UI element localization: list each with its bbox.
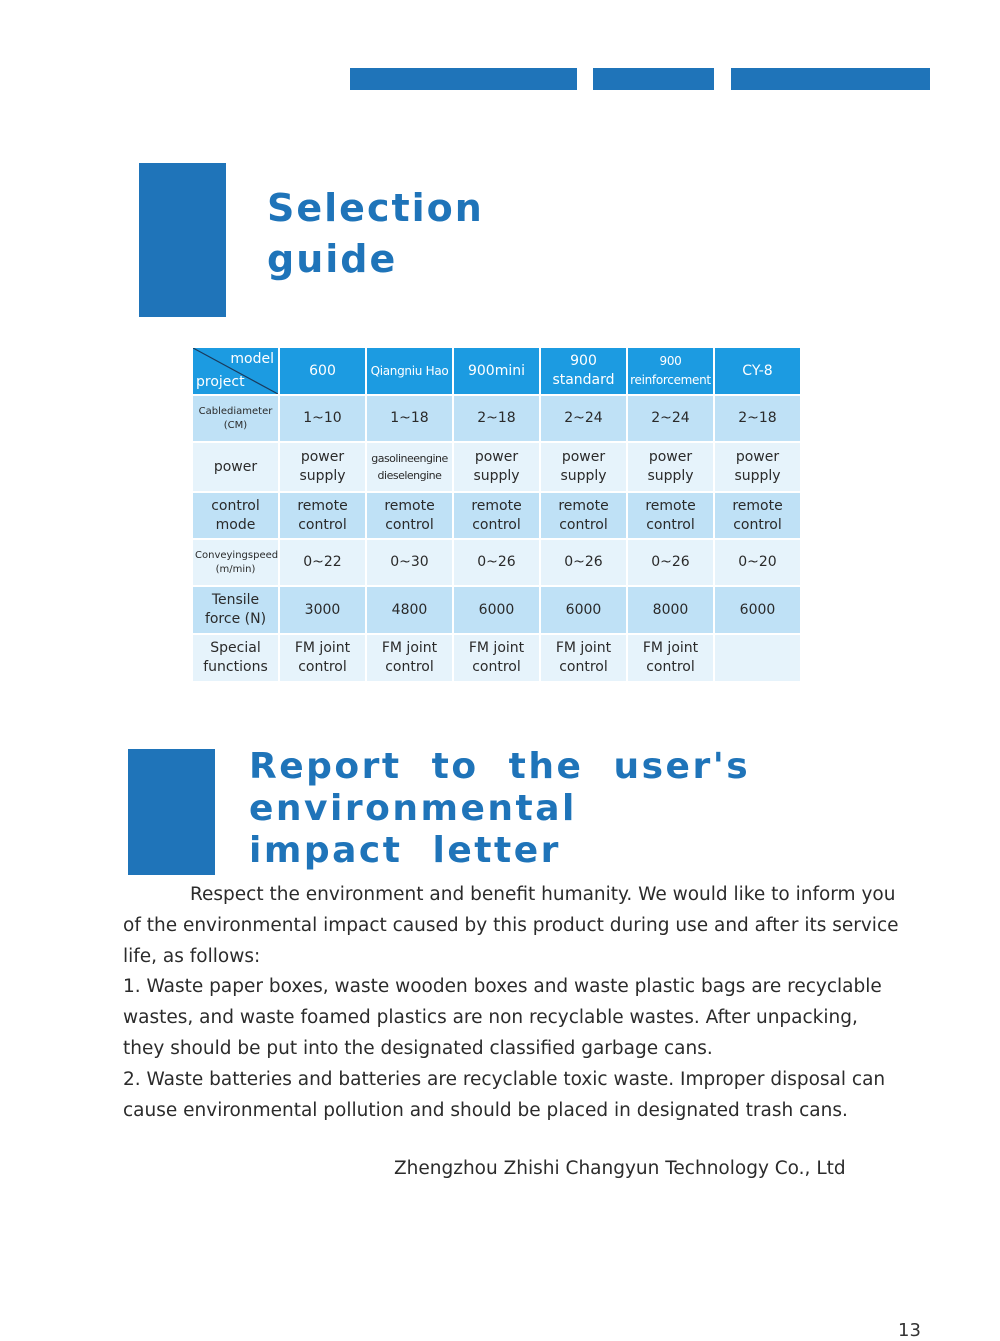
cell-text: gasolineengine bbox=[371, 452, 448, 465]
report-title bbox=[249, 746, 750, 872]
cell-text: power bbox=[561, 449, 606, 465]
row-header-line2: functions bbox=[203, 659, 268, 675]
cell-text: 2~24 bbox=[651, 410, 690, 426]
table-cell bbox=[541, 396, 626, 441]
cell-text: control bbox=[298, 659, 347, 675]
column-header-line1: 600 bbox=[309, 362, 336, 379]
table-cell bbox=[541, 493, 626, 538]
row-header bbox=[193, 587, 278, 633]
cell-text: 0~26 bbox=[477, 554, 516, 570]
column-header bbox=[454, 348, 539, 394]
row-header bbox=[193, 443, 278, 491]
letter-item-2: 2. Waste batteries and batteries are recyclable toxic waste. Improper disposal can cause environmental pollution and should be placed in designated trash cans. bbox=[123, 1068, 886, 1121]
cell-text: 6000 bbox=[739, 601, 776, 618]
row-header bbox=[193, 540, 278, 585]
table-cell bbox=[367, 635, 452, 681]
cell-text: 1~18 bbox=[390, 410, 429, 426]
cell-text: 3000 bbox=[304, 601, 341, 618]
cell-text: FM joint bbox=[468, 640, 525, 656]
report-title-line2: environmental bbox=[249, 788, 577, 829]
row-header-line1: control bbox=[211, 497, 260, 514]
cell-text: 2~18 bbox=[477, 410, 516, 426]
selection-guide-block bbox=[139, 163, 226, 317]
column-header-line2: standard bbox=[552, 372, 615, 388]
table-cell bbox=[454, 635, 539, 681]
cell-text: power bbox=[735, 449, 780, 465]
table-cell bbox=[280, 540, 365, 585]
cell-text: 2~18 bbox=[738, 410, 777, 426]
selection-guide-title-line2: guide bbox=[267, 237, 398, 281]
cell-text: FM joint bbox=[642, 640, 699, 656]
cell-text: 2~24 bbox=[564, 410, 603, 426]
table-cell bbox=[454, 396, 539, 441]
column-header-line1: 900mini bbox=[467, 362, 525, 379]
row-header-line2: force (N) bbox=[204, 611, 267, 627]
column-header bbox=[628, 348, 713, 394]
letter-intro: Respect the environment and benefit humanity. We would like to inform you of the environmental impact caused by this product during use and after its service life, as follows: bbox=[123, 884, 899, 967]
cell-text: control bbox=[385, 516, 434, 533]
cell-text: control bbox=[298, 516, 347, 533]
table-cell-empty bbox=[715, 635, 800, 681]
cell-text: control bbox=[559, 659, 608, 675]
company-signature: Zhengzhou Zhishi Changyun Technology Co., Ltd bbox=[394, 1158, 846, 1179]
table-row bbox=[193, 587, 800, 633]
table-cell bbox=[715, 540, 800, 585]
table-cell bbox=[715, 587, 800, 633]
row-header-line1: Cablediameter bbox=[198, 405, 273, 417]
table-cell bbox=[280, 443, 365, 491]
cell-text: remote bbox=[297, 497, 348, 514]
cell-text: supply bbox=[299, 468, 346, 484]
cell-text: 0~26 bbox=[651, 554, 690, 570]
cell-text: 1~10 bbox=[303, 410, 342, 426]
cell-text: remote bbox=[558, 497, 609, 514]
cell-text: 0~30 bbox=[390, 554, 429, 570]
table-cell bbox=[280, 493, 365, 538]
column-header-line1: 900 bbox=[570, 353, 597, 369]
table-cell bbox=[541, 587, 626, 633]
row-header-line2: (CM) bbox=[223, 419, 248, 431]
row-header-line1: power bbox=[213, 458, 258, 475]
column-header-line2: reinforcement bbox=[630, 373, 711, 387]
selection-guide-title bbox=[267, 183, 484, 285]
column-header-line1: 900 bbox=[659, 354, 682, 368]
cell-text: 6000 bbox=[565, 601, 602, 618]
cell-text: 4800 bbox=[391, 601, 428, 618]
cell-text: 0~22 bbox=[303, 554, 342, 570]
row-header-line2: (m/min) bbox=[215, 563, 256, 575]
cell-text: supply bbox=[734, 468, 781, 484]
cell-text: control bbox=[472, 659, 521, 675]
table-row bbox=[193, 443, 800, 491]
cell-text: supply bbox=[647, 468, 694, 484]
row-header-line1: Tensile bbox=[211, 592, 260, 608]
corner-project-label: project bbox=[196, 374, 245, 390]
row-header-line1: Conveyingspeed bbox=[195, 549, 278, 561]
cell-text: 0~20 bbox=[738, 554, 777, 570]
table-cell bbox=[367, 396, 452, 441]
cell-text: FM joint bbox=[294, 640, 351, 656]
table-cell bbox=[454, 443, 539, 491]
table-header-row bbox=[193, 348, 800, 394]
row-header-line1: Special bbox=[210, 640, 261, 656]
table-row bbox=[193, 635, 800, 681]
cell-text: remote bbox=[384, 497, 435, 514]
table-cell bbox=[367, 540, 452, 585]
table-cell bbox=[367, 443, 452, 491]
table-cell bbox=[628, 396, 713, 441]
column-header bbox=[280, 348, 365, 394]
cell-text: control bbox=[646, 659, 695, 675]
table-cell bbox=[454, 587, 539, 633]
column-header-line1: CY-8 bbox=[742, 362, 773, 379]
top-bar-1 bbox=[350, 68, 577, 90]
table-row bbox=[193, 493, 800, 538]
column-header-line1: Qiangniu Hao bbox=[370, 363, 449, 378]
table-cell bbox=[367, 587, 452, 633]
cell-text: control bbox=[646, 516, 695, 533]
table-cell bbox=[280, 635, 365, 681]
report-block bbox=[128, 749, 215, 875]
cell-text: control bbox=[385, 659, 434, 675]
table-cell bbox=[541, 540, 626, 585]
table-cell bbox=[628, 540, 713, 585]
table-cell bbox=[454, 493, 539, 538]
table-cell bbox=[628, 587, 713, 633]
corner-model-label: model bbox=[230, 351, 274, 367]
cell-text: remote bbox=[471, 497, 522, 514]
column-header bbox=[541, 348, 626, 394]
selection-table bbox=[191, 346, 802, 683]
table-cell bbox=[628, 493, 713, 538]
table-cell bbox=[715, 493, 800, 538]
cell-text: 8000 bbox=[652, 601, 689, 618]
cell-text: power bbox=[648, 449, 693, 465]
table-row bbox=[193, 396, 800, 441]
table-row bbox=[193, 540, 800, 585]
column-header bbox=[367, 348, 452, 394]
row-header bbox=[193, 396, 278, 441]
cell-text: control bbox=[472, 516, 521, 533]
table-cell bbox=[280, 587, 365, 633]
table-corner-cell bbox=[193, 348, 278, 394]
letter-item-1: 1. Waste paper boxes, waste wooden boxes and waste plastic bags are recyclable wastes, and waste foamed plastics are non recyclable wastes. After unpacking, they should be put into the designated classified garbage cans. bbox=[123, 976, 882, 1059]
table-cell bbox=[541, 443, 626, 491]
row-header bbox=[193, 493, 278, 538]
table-cell bbox=[541, 635, 626, 681]
row-header bbox=[193, 635, 278, 681]
cell-text: remote bbox=[732, 497, 783, 514]
top-bar-2 bbox=[593, 68, 714, 90]
report-title-line1: Report to the user's bbox=[249, 746, 751, 787]
row-header-line2: mode bbox=[215, 516, 256, 533]
cell-text: supply bbox=[560, 468, 607, 484]
cell-text: dieselengine bbox=[377, 469, 442, 482]
letter-body bbox=[123, 880, 905, 1126]
cell-text: 6000 bbox=[478, 601, 515, 618]
table-cell bbox=[715, 396, 800, 441]
column-header bbox=[715, 348, 800, 394]
cell-text: power bbox=[300, 449, 345, 465]
page-number: 13 bbox=[898, 1320, 921, 1341]
table-cell bbox=[628, 443, 713, 491]
cell-text: remote bbox=[645, 497, 696, 514]
cell-text: FM joint bbox=[381, 640, 438, 656]
cell-text: supply bbox=[473, 468, 520, 484]
cell-text: control bbox=[559, 516, 608, 533]
cell-text: FM joint bbox=[555, 640, 612, 656]
table-cell bbox=[715, 443, 800, 491]
table-cell bbox=[628, 635, 713, 681]
table-cell bbox=[367, 493, 452, 538]
table-cell bbox=[454, 540, 539, 585]
cell-text: 0~26 bbox=[564, 554, 603, 570]
report-title-line3: impact letter bbox=[249, 830, 561, 871]
cell-text: power bbox=[474, 449, 519, 465]
table-cell bbox=[280, 396, 365, 441]
selection-guide-title-line1: Selection bbox=[267, 186, 484, 230]
top-bar-3 bbox=[731, 68, 930, 90]
cell-text: control bbox=[733, 516, 782, 533]
